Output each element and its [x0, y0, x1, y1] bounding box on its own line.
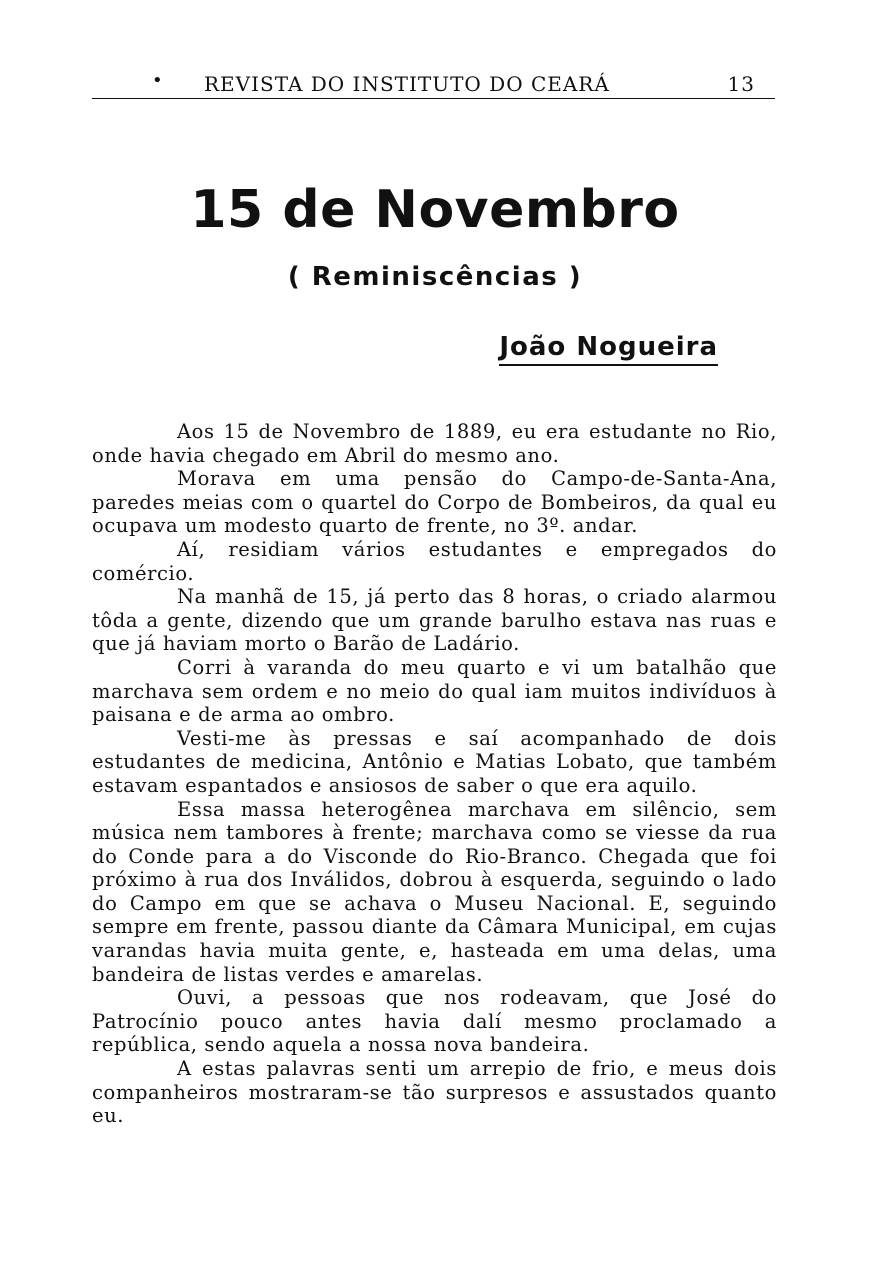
paragraph: Corri à varanda do meu quarto e vi um batalhão que marchava sem ordem e no meio do qual iam muitos indivíduos à paisana e de arma ao ombro. [92, 655, 777, 727]
header-bullet: • [152, 70, 164, 91]
journal-title: REVISTA DO INSTITUTO DO CEARÁ [204, 72, 610, 96]
paragraph: Aí, residiam vários estudantes e empregados do comércio. [92, 537, 777, 585]
paragraph: Ouvi, a pessoas que nos rodeavam, que José do Patrocínio pouco antes havia dalí mesmo proclamado a república, sendo aquela a nossa nova bandeira. [92, 986, 777, 1057]
running-header [92, 70, 775, 99]
article-body [92, 420, 777, 1128]
article-author: João Nogueira [499, 332, 718, 366]
page-number: 13 [727, 72, 755, 96]
paragraph: Na manhã de 15, já perto das 8 horas, o criado alarmou tôda a gente, dizendo que um grande barulho estava nas ruas e que já haviam morto o Barão de Ladário. [92, 585, 777, 656]
paragraph: Essa massa heterogênea marchava em silêncio, sem música nem tambores à frente; marchava como se viesse da rua do Conde para a do Visconde do Rio-Branco. Chegada que foi próximo à rua dos Inválidos, dobrou à esquerda, seguindo o lado do Campo em que se achava o Museu Nacional. E, seguindo sempre em frente, passou diante da Câmara Municipal, em cujas varandas havia muita gente, e, hasteada em uma delas, uma bandeira de listas verdes e amarelas. [92, 797, 777, 986]
article-subtitle: ( Reminiscências ) [287, 262, 583, 292]
paragraph: A estas palavras senti um arrepio de frio, e meus dois companheiros mostraram-se tão surpresos e assustados quanto eu. [92, 1057, 777, 1128]
paragraph: Morava em uma pensão do Campo-de-Santa-Ana, paredes meias com o quartel do Corpo de Bombeiros, da qual eu ocupava um modesto quarto de frente, no 3º. andar. [92, 467, 777, 538]
paragraph: Vesti-me às pressas e saí acompanhado de dois estudantes de medicina, Antônio e Matias Lobato, que também estavam espantados e ansiosos de saber o que era aquilo. [92, 726, 777, 797]
paragraph: Aos 15 de Novembro de 1889, eu era estudante no Rio, onde havia chegado em Abril do mesmo ano. [92, 420, 777, 467]
article-title: 15 de Novembro [190, 180, 680, 240]
